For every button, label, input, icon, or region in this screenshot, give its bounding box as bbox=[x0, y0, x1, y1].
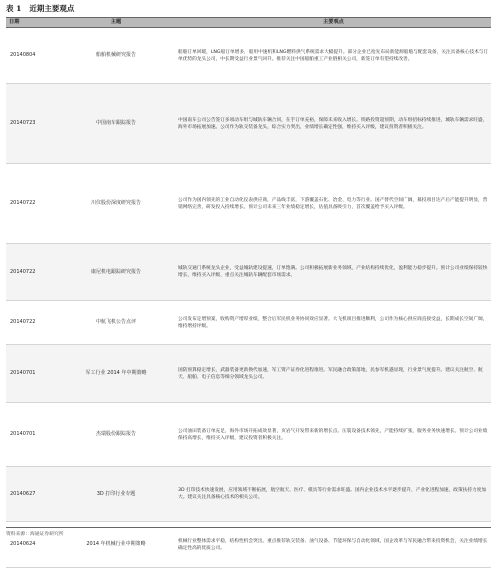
table-row bbox=[6, 244, 491, 301]
row-view-cell bbox=[176, 84, 491, 164]
row-topic: 中国南车跟踪报告 bbox=[56, 84, 176, 164]
row-date: 20140624 bbox=[6, 522, 56, 568]
row-view-cell bbox=[176, 164, 491, 244]
table-row bbox=[6, 301, 491, 345]
source-label: 资料来源 bbox=[6, 532, 26, 537]
row-view: 公司发布定增预案，收购资产增厚业绩，整合后军民机业务协同效应显著。大飞机项目推进顺利，公司作为核心供应商直接受益，长期成长空间广阔，维持增持评级。 bbox=[178, 316, 488, 329]
row-date: 20140722 bbox=[6, 164, 56, 244]
row-date: 20140701 bbox=[6, 345, 56, 403]
row-view-cell bbox=[176, 301, 491, 345]
table-row bbox=[6, 522, 491, 568]
views-table bbox=[6, 17, 491, 568]
row-view-cell bbox=[176, 28, 491, 84]
table-row bbox=[6, 467, 491, 522]
table-row bbox=[6, 28, 491, 84]
row-date: 20140804 bbox=[6, 28, 56, 84]
row-view: 中国南车公司公告签订多项动车组与城轨车辆合同，在手订单充裕，保障未来收入增长。铁路投资超预期，动车组招标持续推进，城轨车辆需求旺盛，海外市场拓展加速。公司作为轨交装备龙头，综合实力突出，业绩增长确定性强，维持买入评级，建议投资者积极关注。 bbox=[178, 117, 488, 130]
row-view: 城轨交通门系统龙头企业，受益城轨建设提速，订单饱满。公司积极拓展新业务领域，产业结构持续优化，盈利能力稳步提升。预计公司业绩保持较快增长，维持买入评级，重点关注城轨车辆配套市场需求。 bbox=[178, 266, 488, 278]
row-topic: 康尼机电跟踪研究报告 bbox=[56, 244, 176, 301]
row-view-cell bbox=[176, 467, 491, 522]
table-caption: 近期主要观点 bbox=[29, 4, 75, 13]
row-date: 20140722 bbox=[6, 244, 56, 301]
row-topic: 中航飞机公告点评 bbox=[56, 301, 176, 345]
source-note: 资料来源：海通证券研究所 bbox=[6, 532, 64, 537]
header-view: 主要观点 bbox=[176, 18, 491, 28]
table-row bbox=[6, 345, 491, 403]
row-topic: 3D 打印行业专题 bbox=[56, 467, 176, 522]
table-header-row bbox=[6, 18, 491, 28]
row-view-cell bbox=[176, 522, 491, 568]
row-topic: 2014 年机械行业中期策略 bbox=[56, 522, 176, 568]
row-date: 20140701 bbox=[6, 403, 56, 467]
table-title bbox=[6, 3, 82, 14]
table-row bbox=[6, 84, 491, 164]
table-row bbox=[6, 164, 491, 244]
source-text: 海通证券研究所 bbox=[30, 532, 64, 537]
row-view-cell bbox=[176, 403, 491, 467]
table-number: 表 1 bbox=[6, 4, 22, 13]
bottom-rule bbox=[6, 527, 491, 528]
table-row bbox=[6, 403, 491, 467]
row-date: 20140723 bbox=[6, 84, 56, 164]
header-topic: 主题 bbox=[56, 18, 176, 28]
table-body bbox=[6, 28, 491, 568]
row-topic: 军工行业 2014 年中期策略 bbox=[56, 345, 176, 403]
row-view-cell bbox=[176, 244, 491, 301]
row-view-cell bbox=[176, 345, 491, 403]
row-view: 机械行业整体需求平稳，结构性机会突出。重点推荐轨交装备、油气设备、节能环保与自动化领域，国企改革与军民融合带来投资机会，关注业绩增长确定性高的优质公司。 bbox=[178, 538, 488, 551]
row-date: 20140627 bbox=[6, 467, 56, 522]
row-date: 20140722 bbox=[6, 301, 56, 345]
header-date: 日期 bbox=[6, 18, 56, 28]
row-topic: 川仪股份深度研究报告 bbox=[56, 164, 176, 244]
row-view: 船舶订单回暖，LNG船订单增多，船用中速机和LNG燃料供气系统需求大幅提升。部分企业已抢先布局新能源船舶与配套设备，关注具备核心技术与订单优势的龙头公司，中长期受益行业景气回升。推荐关注中国船舶重工产业链相关公司，新签订单有望持续改善。 bbox=[178, 49, 489, 62]
row-topic: 杰瑞股份跟踪报告 bbox=[56, 403, 176, 467]
row-topic: 船舶机械研究报告 bbox=[56, 28, 176, 84]
row-view: 国防预算稳定增长，武器装备更新换代加速，军工资产证券化进程推进。军民融合政策落地，民参军机遇显现，行业景气度提升。建议关注航空、航天、船舶、电子信息等细分领域龙头公司。 bbox=[178, 367, 483, 380]
row-view: 公司油田装备订单充足，海外市场开拓成效显著，页岩气开发带来新的增长点。压裂设备技术领先，产能持续扩张，服务业务快速增长。预计公司业绩保持高增长，维持买入评级，建议投资者积极关注。 bbox=[178, 428, 488, 441]
row-view: 3D 打印技术快速发展，应用领域不断拓展，航空航天、医疗、模具等行业需求旺盛。国内企业技术水平逐步提升，产业化进程加速，政策扶持力度加大。建议关注具备核心技术的相关公司。 bbox=[178, 488, 487, 500]
row-view: 公司作为国内领先的工业自动化仪表供应商，产品线丰富，下游覆盖石化、冶金、电力等行业。国产替代空间广阔，募投项目达产后产能提升明显，营销网络完善，研发投入持续增长。预计公司未来三年业绩稳定增长，估值具备吸引力，首次覆盖给予买入评级。 bbox=[178, 197, 488, 210]
